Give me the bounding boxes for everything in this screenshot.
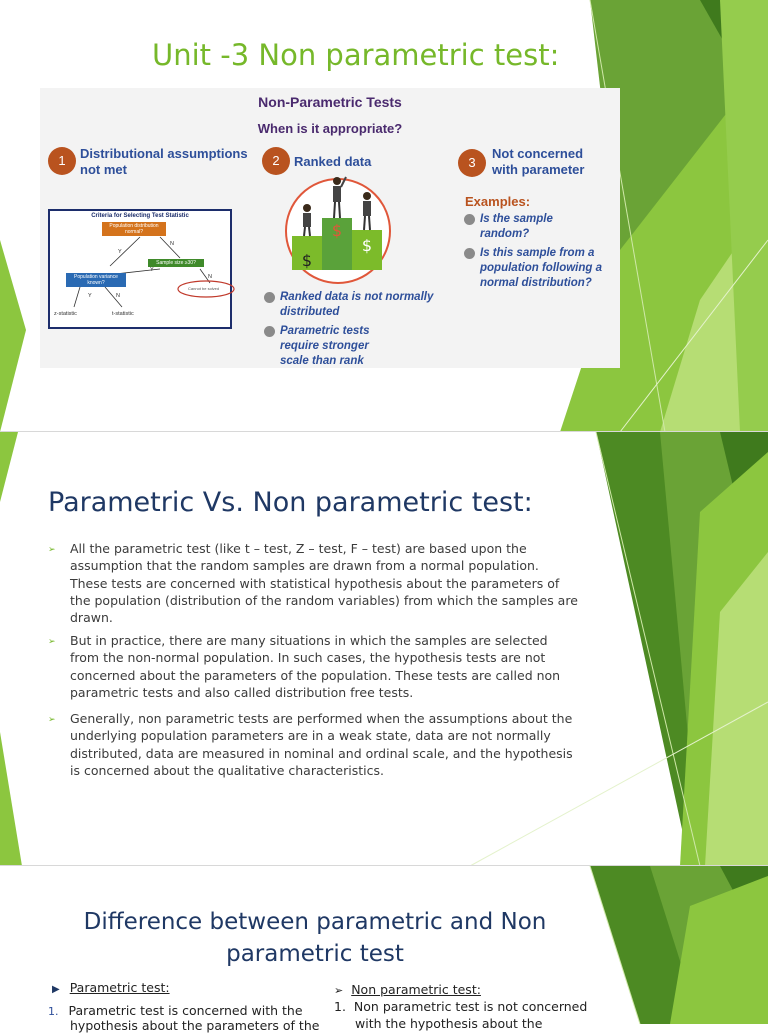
number-badge-1: 1 [48,147,76,175]
slide-title: Unit -3 Non parametric test: [152,38,560,72]
triangle-bullet-icon: ▶ [52,984,60,995]
arrow-bullet-icon: ➢ [48,637,56,647]
example-1: Is the sample random? [464,212,590,242]
flow-t-statistic: t-statistic [112,311,134,317]
arrow-bullet-icon: ➢ [334,984,344,997]
bullet-dot-icon [464,248,475,259]
svg-text:$: $ [301,251,313,270]
svg-text:$: $ [361,236,373,255]
slide-1 [0,0,768,432]
example-2: Is this sample from a population following a normal distribution? [464,246,620,291]
non-parametric-point-1-continued: with the hypothesis about the [355,1016,543,1031]
parametric-point-1-continued: hypothesis about the parameters of the [70,1018,320,1033]
bullet-dot-icon [464,214,475,225]
arrow-bullet-icon: ➢ [48,545,56,555]
number-badge-3: 3 [458,149,486,177]
slide-2: Parametric Vs. Non parametric test: ➢ All the parametric test (like t – test, Z – test, F – test) are based upon the assumption that the random samples are drawn from a normal population. These tests are concerned with statistical hypothesis about the parameters of the population (distribution of the random variables) from which the samples are drawn. ➢ But in practice, there are many situations in which the samples are selected from the non-normal population. In such cases, the hypothesis tests are not concerned about the parameters of the population. These tests are called non parametric tests and also called distribution free tests. ➢ Generally, non parametric tests are performed when the assumptions about the underlying population parameters are in a weak state, data are not normally distributed, data are measured in nominal and ordinal scale, and the hypothesis is concerned about the qualitative characteristics. [0,432,768,866]
flowchart-title: Criteria for Selecting Test Statistic [91,213,189,219]
parametric-heading: ▶ Parametric test: [52,980,170,995]
figure-title: Non-Parametric Tests [258,94,402,110]
item-2-heading: Ranked data [294,154,372,169]
item-1-heading: Distributional assumptions not met [80,146,248,177]
non-parametric-tests-infographic [40,88,620,368]
flow-box-variance: Population variance known? [66,273,126,287]
flow-box-distribution: Population distribution normal? [102,222,166,236]
flow-no-1: N [170,241,174,247]
number-badge-2: 2 [262,147,290,175]
parametric-point-1: 1. Parametric test is concerned with the [48,1003,303,1018]
arrow-bullet-icon: ➢ [48,715,56,725]
bullet-dot-icon [264,292,275,303]
ranked-bullet-1: Ranked data is not normally distributed [264,290,440,320]
svg-text:$: $ [331,221,343,240]
criteria-flowchart [48,209,232,329]
slide-title: Difference between parametric and Non parametric test [83,909,547,967]
slide-title: Parametric Vs. Non parametric test: [48,487,533,518]
flow-no-2: N [208,274,212,280]
item-3-heading: Not concerned with parameter [492,146,585,177]
flow-z-statistic: z-statistic [54,311,77,317]
examples-label: Examples: [465,194,531,209]
podium-illustration [278,174,402,284]
bullet-dot-icon [264,326,275,337]
flow-yes-1: Y [118,249,122,255]
non-parametric-heading: ➢ Non parametric test: [334,982,481,997]
non-parametric-point-1: 1. Non parametric test is not concerned [334,999,588,1014]
slide-3 [0,866,768,1033]
flow-no-3: N [116,293,120,299]
figure-subtitle: When is it appropriate? [257,121,403,136]
flow-yes-3: Y [88,293,92,299]
flow-yes-2: Y [150,267,154,273]
ranked-bullet-2: Parametric tests require stronger scale than rank [264,324,400,369]
flow-box-sample-size: Sample size ≥30? [148,259,204,267]
flow-ellipse-label: Cannot be solved [188,286,220,291]
